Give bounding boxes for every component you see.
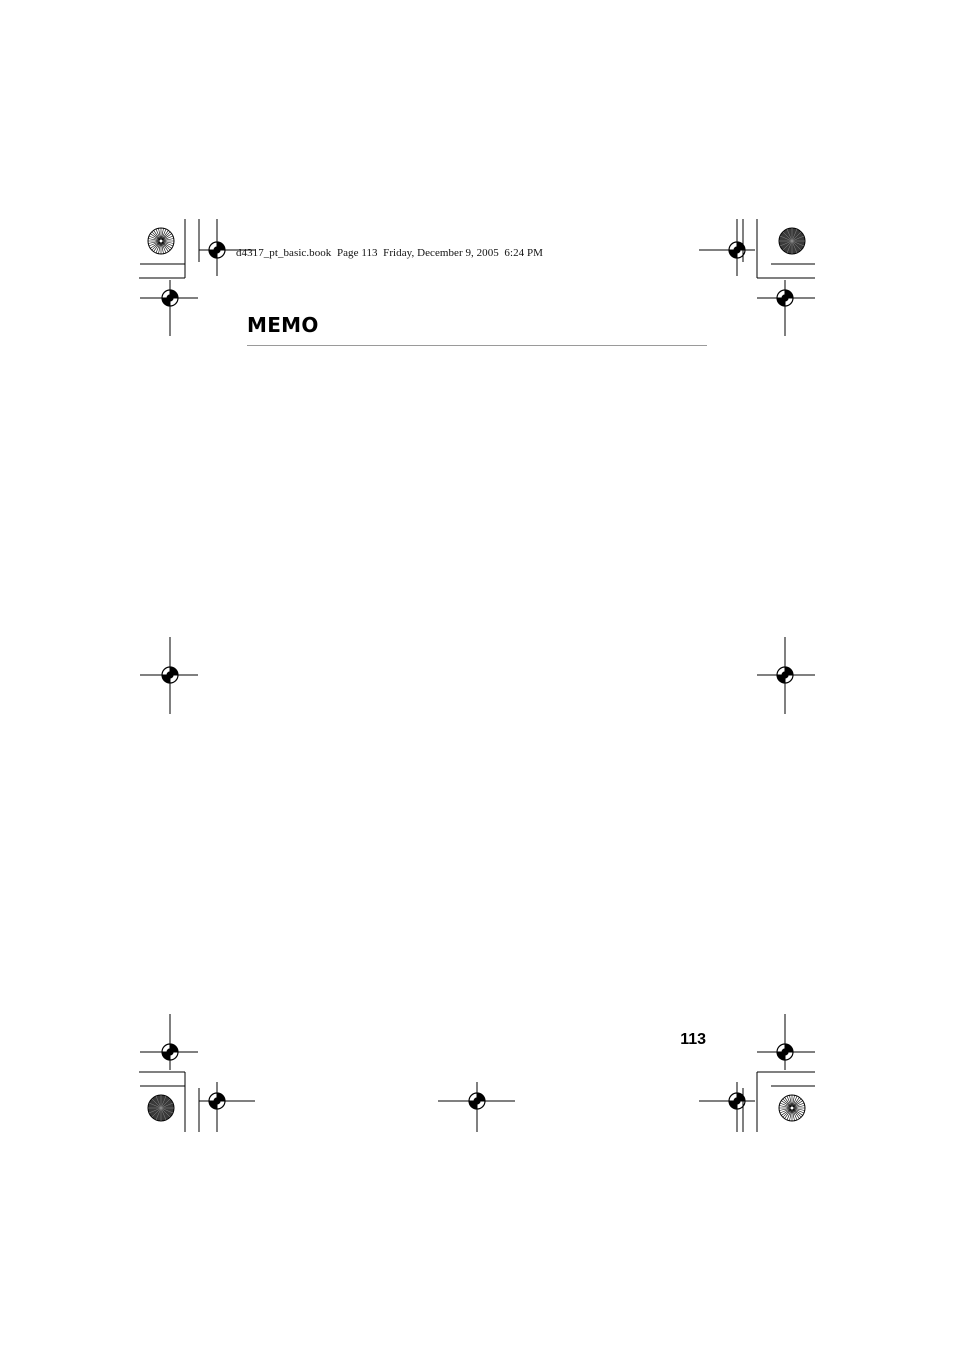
registration-target-icon xyxy=(162,290,178,306)
registration-target-icon xyxy=(777,1044,793,1060)
starburst-disc-icon xyxy=(779,1095,805,1121)
starburst-disc-icon xyxy=(779,228,805,254)
registration-target-icon xyxy=(777,290,793,306)
registration-target-icon xyxy=(162,667,178,683)
registration-target-icon xyxy=(777,667,793,683)
crop-lines xyxy=(139,219,815,1132)
crosshair-lines xyxy=(140,219,815,1132)
registration-target-icon xyxy=(729,242,745,258)
registration-target-icon xyxy=(162,1044,178,1060)
page-number: 113 xyxy=(680,1031,706,1048)
print-slug: d4317_pt_basic.book Page 113 Friday, December 9, 2005 6:24 PM xyxy=(236,247,543,259)
registration-target-icon xyxy=(729,1093,745,1109)
title-rule xyxy=(247,345,707,346)
page-title: MEMO xyxy=(247,313,319,337)
starburst-disc-icon xyxy=(148,1095,174,1121)
starburst-disc-icon xyxy=(148,228,174,254)
registration-target-icon xyxy=(469,1093,485,1109)
registration-target-icon xyxy=(209,1093,225,1109)
registration-target-icon xyxy=(209,242,225,258)
